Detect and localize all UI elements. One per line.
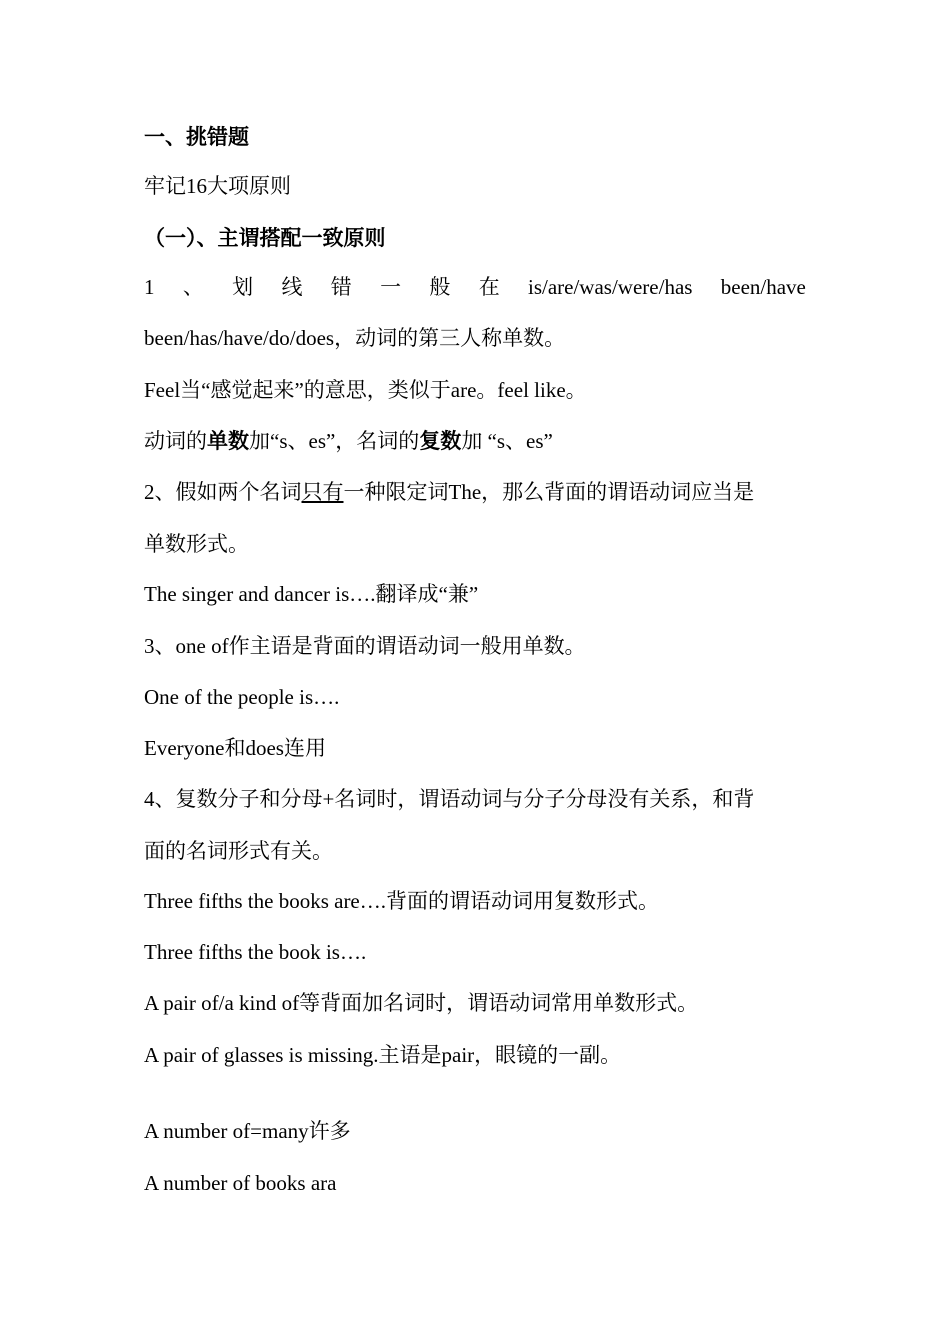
section-heading: 一、挑错题 xyxy=(144,125,249,149)
number-of-line: A number of=many许多 xyxy=(144,1119,351,1143)
intro-line: 牢记16大项原则 xyxy=(144,174,291,198)
item2-text: 2、假如两个名词 xyxy=(144,480,302,504)
rule-text: 加“s、es”，名词的 xyxy=(249,429,420,453)
rule-text: 动词的 xyxy=(144,429,207,453)
item4-line1: 4、复数分子和分母+名词时，谓语动词与分子分母没有关系，和背 xyxy=(144,787,755,811)
item2-line2: 单数形式。 xyxy=(144,532,249,556)
example-fifths-book: Three fifths the book is…. xyxy=(144,940,367,964)
pair-rule: A pair of/a kind of等背面加名词时，谓语动词常用单数形式。 xyxy=(144,991,699,1015)
item4-line2: 面的名词形式有关。 xyxy=(144,839,333,863)
example-glasses: A pair of glasses is missing.主语是pair，眼镜的一副。 xyxy=(144,1043,622,1067)
rule-line xyxy=(144,427,553,455)
item1-token: 在 xyxy=(478,275,500,299)
feel-note: Feel当“感觉起来”的意思，类似于are。feel like。 xyxy=(144,378,587,402)
item1-token: 错 xyxy=(330,275,352,299)
item2-underlined: 只有 xyxy=(301,480,344,504)
item2-text: 一种限定词The，那么背面的谓语动词应当是 xyxy=(343,480,755,504)
item1-token: 1 xyxy=(144,275,155,299)
item1-token: 一 xyxy=(380,275,402,299)
item2-line1 xyxy=(144,478,754,506)
item1-token: 线 xyxy=(281,275,303,299)
example-number-books: A number of books ara xyxy=(144,1171,337,1195)
example-singer: The singer and dancer is….翻译成“兼” xyxy=(144,582,479,606)
item1-token: 般 xyxy=(429,275,451,299)
example-one-of: One of the people is…. xyxy=(144,685,340,709)
item1-token: been/have xyxy=(720,275,806,299)
rule-text: 加 “s、es” xyxy=(461,429,553,453)
example-fifths-books: Three fifths the books are….背面的谓语动词用复数形式。 xyxy=(144,889,660,913)
item1-line1 xyxy=(144,273,806,301)
item1-token: is/are/was/were/has xyxy=(528,275,693,299)
item1-token: 、 xyxy=(182,275,204,299)
item3-line: 3、one of作主语是背面的谓语动词一般用单数。 xyxy=(144,634,586,658)
subsection-title: （一）、主谓搭配一致原则 xyxy=(144,226,386,250)
item1-token: 划 xyxy=(232,275,254,299)
everyone-note: Everyone和does连用 xyxy=(144,736,326,760)
item1-line2: been/has/have/do/does，动词的第三人称单数。 xyxy=(144,326,566,350)
rule-bold-singular: 单数 xyxy=(207,429,249,453)
rule-bold-plural: 复数 xyxy=(419,429,462,453)
